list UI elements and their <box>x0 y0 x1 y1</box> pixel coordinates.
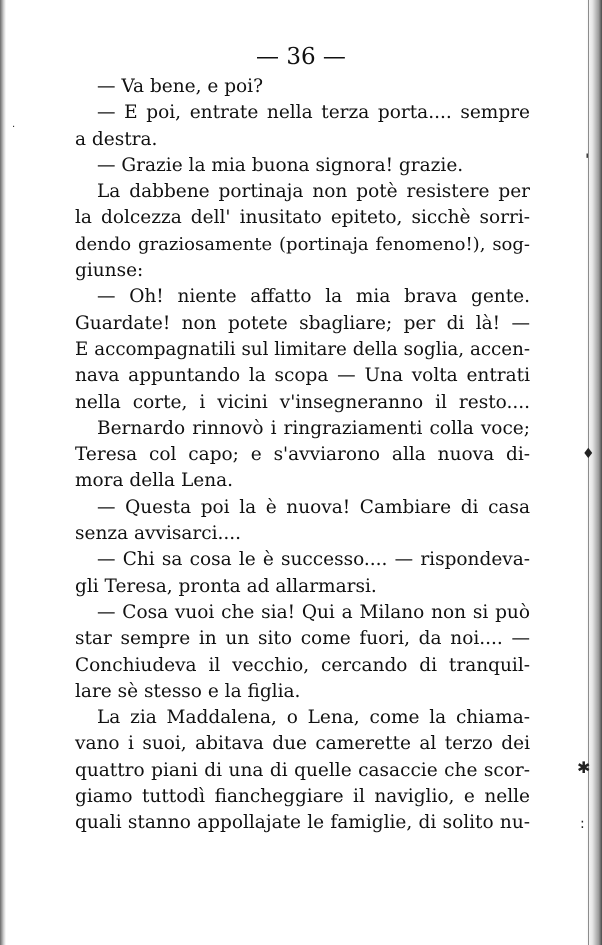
text-line: giunse: <box>75 260 144 282</box>
body-text <box>75 74 530 837</box>
text-line: dendo graziosamente (portinaja fenomeno!), sog- <box>75 233 530 255</box>
text-line: Guardate! non potete sbagliare; per di là! — <box>75 312 530 334</box>
text-line: — Questa poi la è nuova! Cambiare di casa <box>97 496 530 518</box>
text-line: nava appuntando la scopa — Una volta entrati <box>75 365 530 387</box>
text-line: Bernardo rinnovò i ringraziamenti colla voce; <box>97 417 530 439</box>
text-line: — E poi, entrate nella terza porta.... sempre <box>97 102 530 124</box>
page-edge-line <box>588 0 589 945</box>
text-line: mora della Lena. <box>75 470 234 492</box>
text-line: la dolcezza dell' inusitato epiteto, sicchè sorri- <box>75 207 530 229</box>
text-line: nella corte, i vicini v'insegneranno il resto.... <box>75 391 530 413</box>
text-line: a destra. <box>75 128 158 150</box>
text-line: E accompagnatili sul limitare della soglia, accen- <box>75 338 530 360</box>
text-line: — Grazie la mia buona signora! grazie. <box>97 154 464 176</box>
text-line: senza avvisarci.... <box>75 523 242 545</box>
text-line: quali stanno appollajate le famiglie, di solito nu- <box>75 812 530 834</box>
text-line: giamo tuttodì fiancheggiare il naviglio, e nelle <box>75 786 530 808</box>
ink-speck: : <box>580 816 585 832</box>
text-line: La zia Maddalena, o Lena, come la chiama- <box>97 707 530 729</box>
ink-speck: · <box>12 122 16 133</box>
text-line: — Cosa vuoi che sia! Qui a Milano non si può <box>97 601 530 623</box>
text-line: lare sè stesso e la figlia. <box>75 680 301 702</box>
page-number: — 36 — <box>256 44 346 70</box>
text-line: — Chi sa cosa le è successo.... — rispondeva- <box>97 549 530 571</box>
text-line: Conchiudeva il vecchio, cercando di tranquil- <box>75 654 530 676</box>
ink-speck: ♦ <box>582 446 595 462</box>
text-line: La dabbene portinaja non potè resistere per <box>97 181 530 203</box>
text-line: — Oh! niente affatto la mia brava gente. <box>97 286 530 308</box>
text-line: vano i suoi, abitava due camerette al terzo dei <box>75 733 530 755</box>
page-gutter-shadow <box>0 0 6 945</box>
text-line: — Va bene, e poi? <box>97 76 264 97</box>
text-line: gli Teresa, pronta ad allarmarsi. <box>75 575 377 597</box>
ink-speck: ✱ <box>577 758 591 777</box>
text-line: quattro piani di una di quelle casaccie che scor- <box>75 759 530 781</box>
ink-speck: ' <box>585 150 590 169</box>
text-line: star sempre in un sito come fuori, da noi.... — <box>75 628 530 650</box>
text-line: Teresa col capo; e s'avviarono alla nuova di- <box>75 444 530 466</box>
